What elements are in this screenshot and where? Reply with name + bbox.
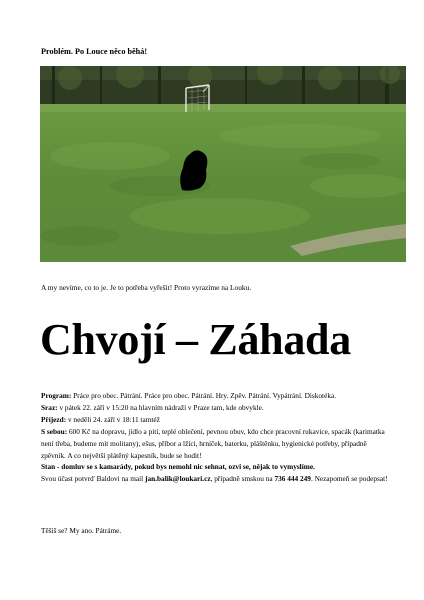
program-text: Práce pro obec. Pátrání. Práce pro obec. Pátrání. Hry. Zpěv. Pátrání. Vypátrání. Diskotéka.: [71, 391, 337, 400]
meadow-photo: [40, 66, 406, 262]
sraz-text: v pátek 22. září v 15:20 na hlavním nádraží v Praze tam, kde obvykle.: [57, 402, 264, 412]
meadow-photo-image: [40, 66, 406, 262]
sebou-label: S sebou:: [41, 426, 68, 436]
ucast-text-2: , případně smskou na: [210, 474, 275, 484]
ucast-text-3: . Nezapomeň se podepsat!: [310, 474, 388, 484]
ucast-text-1: Svou účast potvrď Baldovi na mail: [41, 474, 146, 484]
ucast-email-link[interactable]: jan.balik@loukari.cz: [145, 474, 211, 484]
prijezd-line: [41, 414, 391, 426]
sraz-label: Sraz:: [41, 402, 58, 412]
event-details: [41, 390, 391, 485]
stan-line: [41, 461, 391, 473]
sebou-line: [41, 426, 391, 462]
sebou-text: 600 Kč na dopravu, jídlo a pití, teplé oblečení, pevnou obuv, kdo chce pracovní rukavice, spacák (karimatka není třeba, budeme mít molitany), ešus, příbor a lžíci, hrníček, baterku, pláštěnku, hygienické potřeby, případně zpěvník. A co největší plátěný kapesník, bude se hodit!: [41, 426, 385, 460]
intro-line: Problém. Po Louce něco běhá!: [41, 47, 148, 56]
outro-text: Těšíš se? My ano. Pátráme.: [41, 526, 122, 535]
page-title: Chvojí – Záhada: [40, 315, 351, 364]
ucast-line: [41, 473, 391, 485]
stan-text: - domluv se s kamarády, pokud bys nemohl nic sehnat, ozvi se, nějak to vymyslíme.: [55, 462, 315, 472]
stan-label: Stan: [41, 462, 56, 472]
subline-text: A my nevíme, co to je. Je to potřeba vyřešit! Proto vyrazíme na Louku.: [41, 283, 252, 292]
sraz-line: [41, 402, 391, 414]
prijezd-text: v neděli 24. září v 18:11 tamtéž: [66, 414, 160, 424]
program-label: Program:: [41, 391, 72, 400]
prijezd-label: Příjezd:: [41, 414, 67, 424]
ucast-phone: 736 444 249: [274, 474, 311, 484]
program-line: [41, 390, 391, 402]
